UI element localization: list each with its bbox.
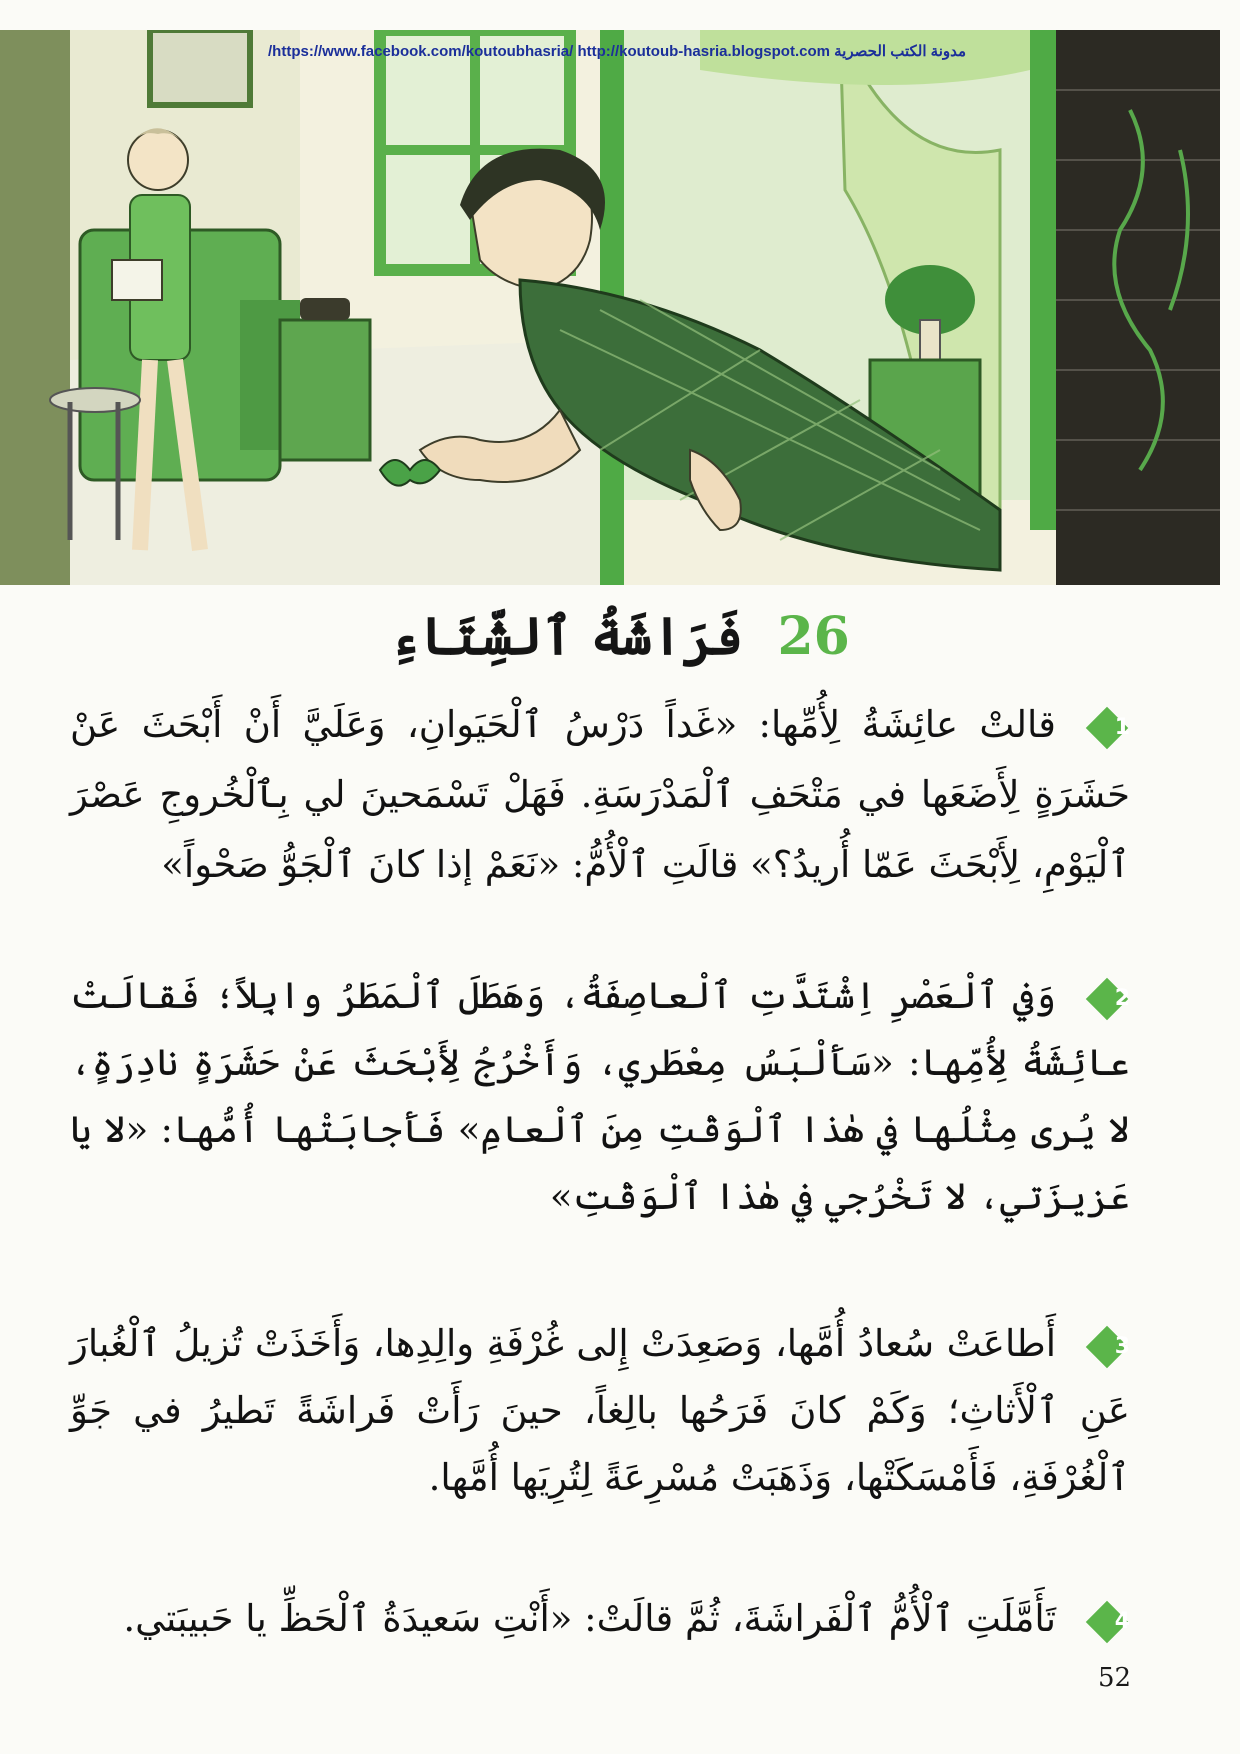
paragraph-marker-number: 2 <box>1114 985 1130 1011</box>
paragraph-marker-3 <box>1084 1324 1130 1370</box>
lesson-number: 26 <box>777 606 850 667</box>
lesson-title-text: فَرَاشَةُ ٱلشِّتَاءِ <box>390 606 744 667</box>
paragraph-text: وَفي ٱلْعَصْرِ اِشْتَدَّتِ ٱلْعاصِفَةُ، وَهَطَلَ ٱلْمَطَرُ وابِلاً؛ فَقالَتْ عائِشَةُ لِأُمِّها: «سَأَلْبَسُ مِعْطَري، وَأَخْرُجُ لِأَبْحَثَ عَنْ حَشَرَةٍ نادِرَةٍ، لا يُرى مِثْلُها في هٰذا ٱلْوَقْتِ مِنَ ٱلْعامِ» فَأَجابَتْها أُمُّها: «لا يا عَزيزَتي، لا تَخْرُجي في هٰذا ٱلْوَقْتِ» <box>70 974 1130 1218</box>
paragraph-marker-number: 3 <box>1114 1333 1130 1359</box>
paragraph-marker-number: 4 <box>1114 1608 1130 1634</box>
paragraph-text: تَأَمَّلَتِ ٱلْأُمُّ ٱلْفَراشَةَ، ثُمَّ قالَتْ: «أَنْتِ سَعيدَةُ ٱلْحَظِّ يا حَبيبَتي. <box>123 1597 1056 1640</box>
illustration-svg <box>0 30 1220 585</box>
paragraph-text: أَطاعَتْ سُعادُ أُمَّها، وَصَعِدَتْ إِلى غُرْفَةِ والِدِها، وَأَخَذَتْ تُزيلُ ٱلْغُبارَ عَنِ ٱلْأَثاثِ؛ وَكَمْ كانَ فَرَحُها بالِغاً، حينَ رَأَتْ فَراشَةً تَطيرُ في جَوِّ ٱلْغُرْفَةِ، فَأَمْسَكَتْها، وَذَهَبَتْ مُسْرِعَةً لِتُرِيَها أُمَّها. <box>70 1322 1130 1499</box>
paragraph-marker-1 <box>1084 705 1130 751</box>
page-number: 52 <box>1098 1663 1132 1693</box>
paragraph-2 <box>70 962 1130 1230</box>
paragraph-marker-number: 1 <box>1114 714 1130 740</box>
lesson-title <box>0 602 1240 672</box>
paragraph-3 <box>70 1310 1130 1511</box>
paragraph-text: قالتْ عائِشَةُ لِأُمِّها: «غَداً دَرْسُ ٱلْحَيَوانِ، وَعَلَيَّ أَنْ أَبْحَثَ عَنْ حَشَرَةٍ لِأَضَعَها في مَتْحَفِ ٱلْمَدْرَسَةِ. فَهَلْ تَسْمَحينَ لي بِٱلْخُروجِ عَصْرَ ٱلْيَوْمِ، لِأَبْحَثَ عَمّا أُريدُ؟» قالَتِ ٱلْأُمُّ: «نَعَمْ إذا كانَ ٱلْجَوُّ صَحْواً» <box>70 703 1130 886</box>
paragraph-marker-2 <box>1084 976 1130 1022</box>
illustration-room-scene <box>0 30 1220 585</box>
paragraph-1 <box>70 690 1130 900</box>
paragraph-marker-4 <box>1084 1599 1130 1645</box>
source-banner[interactable]: /https://www.facebook.com/koutoubhasria/ http://koutoub-hasria.blogspot.com مدونة الكتب الحصرية <box>268 43 967 60</box>
paragraph-4 <box>70 1585 1130 1652</box>
